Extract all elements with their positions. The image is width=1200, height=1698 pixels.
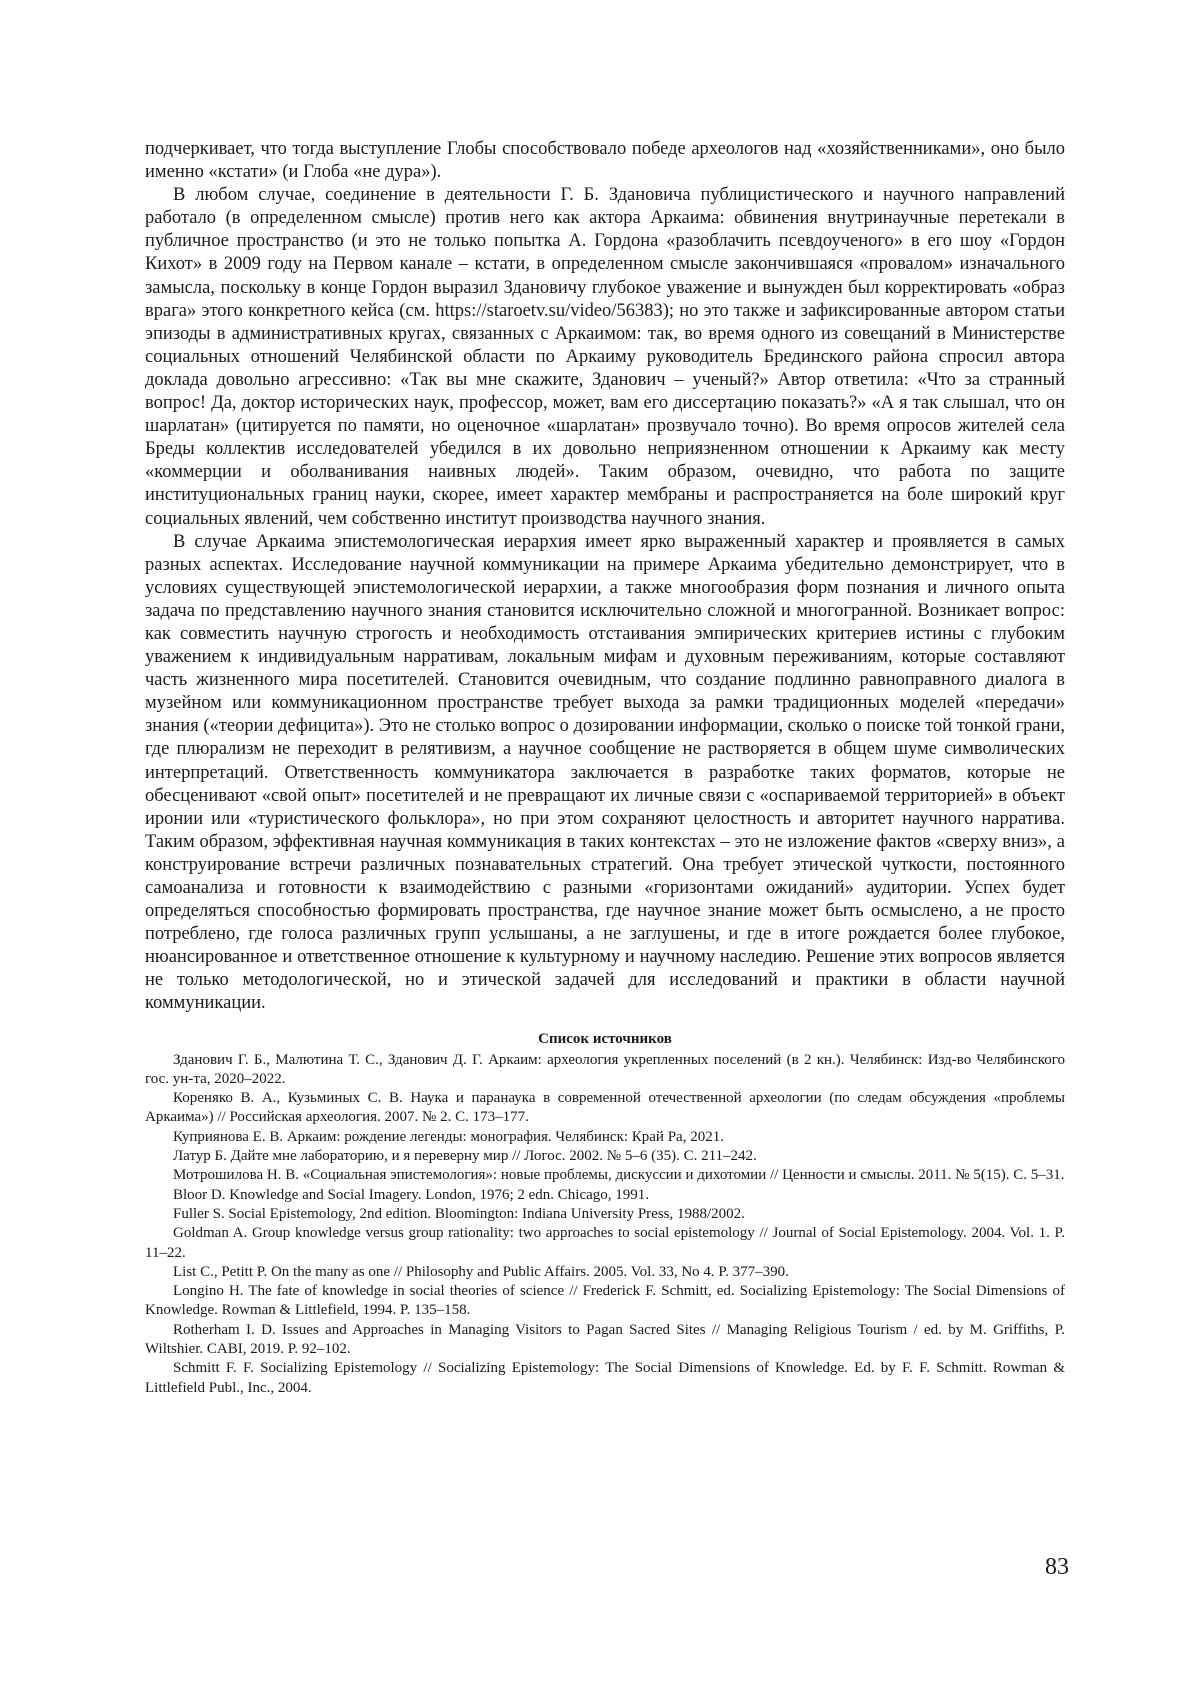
body-text — [145, 138, 1065, 1016]
reference-item: Schmitt F. F. Socializing Epistemology // Socializing Epistemology: The Social Dimensions of Knowledge. Ed. by F. F. Schmitt. Rowman & Littlefield Publ., Inc., 2004. — [145, 1360, 1065, 1396]
paragraph: В случае Аркаима эпистемологическая иерархия имеет ярко выраженный характер и проявляется в самых разных аспектах. Исследование научной коммуникации на примере Аркаима убедительно демонстрирует, что в условиях существующей эпистемологической иерархии, а также многообразия форм познания и личного опыта задача по представлению научного знания становится исключительно сложной и многогранной. Возникает вопрос: как совместить научную строгость и необходимость отстаивания эмпирических критериев истины с глубоким уважением к индивидуальным нарративам, локальным мифам и духовным переживаниям, которые составляют часть жизненного мира посетителей. Становится очевидным, что создание подлинно равноправного диалога в музейном или коммуникационном пространстве требует выхода за рамки традиционных моделей «передачи» знания («теории дефицита»). Это не столько вопрос о дозировании информации, сколько о поиске той тонкой грани, где плюрализм не переходит в релятивизм, а научное сообщение не растворяется в общем шуме символических интерпретаций. Ответственность коммуникатора заключается в разработке таких форматов, которые не обесценивают «свой опыт» посетителей и не превращают их личные связи с «оспариваемой территорией» в объект иронии или «туристического фольклора», но при этом сохраняют целостность и авторитет научного нарратива. Таким образом, эффективная научная коммуникация в таких контекстах – это не изложение фактов «сверху вниз», а конструирование встречи различных познавательных стратегий. Она требует этической чуткости, постоянного самоанализа и готовности к взаимодействию с разными «горизонтами ожиданий» аудитории. Успех будет определяться способностью формировать пространства, где научное знание может быть осмыслено, а не просто потреблено, где голоса различных групп услышаны, а не заглушены, и где в итоге рождается более глубокое, нюансированное и ответственное отношение к культурному и научному наследию. Решение этих вопросов является не только методологической, но и этической задачей для исследований и практики в области научной коммуникации. — [145, 531, 1065, 1014]
references-title: Список источников — [538, 1030, 672, 1047]
reference-item: Латур Б. Дайте мне лабораторию, и я переверну мир // Логос. 2002. № 5–6 (35). С. 211–242. — [173, 1148, 757, 1165]
references-list — [145, 1051, 1065, 1398]
reference-item: Куприянова Е. В. Аркаим: рождение легенды: монография. Челябинск: Край Ра, 2021. — [173, 1128, 724, 1145]
reference-item: Зданович Г. Б., Малютина Т. С., Зданович Д. Г. Аркаим: археология укрепленных поселений (в 2 кн.). Челябинск: Изд-во Челябинского гос. ун-та, 2020–2022. — [145, 1051, 1065, 1087]
paragraph: подчеркивает, что тогда выступление Глобы способствовало победе археологов над «хозяйственниками», оно было именно «кстати» (и Глоба «не дура»). — [145, 139, 1065, 183]
reference-item: Longino H. The fate of knowledge in social theories of science // Frederick F. Schmitt, ed. Socializing Epistemology: The Social Dimensions of Knowledge. Rowman & Littlefield, 1994. P. 135–158. — [145, 1283, 1065, 1319]
page-number: 83 — [1045, 1554, 1069, 1580]
reference-item: Кореняко В. А., Кузьминых С. В. Наука и паранаука в современной отечественной археологии (по следам обсуждения «проблемы Аркаима») // Российская археология. 2007. № 2. С. 173–177. — [145, 1090, 1065, 1126]
reference-item: Bloor D. Knowledge and Social Imagery. London, 1976; 2 edn. Chicago, 1991. — [173, 1186, 650, 1203]
reference-item: List C., Petitt P. On the many as one // Philosophy and Public Affairs. 2005. Vol. 33, No 4. P. 377–390. — [173, 1263, 789, 1280]
reference-item: Rotherham I. D. Issues and Approaches in Managing Visitors to Pagan Sacred Sites // Managing Religious Tourism / ed. by M. Griffiths, P. Wiltshier. CABI, 2019. P. 92–102. — [145, 1321, 1065, 1358]
page-content — [145, 138, 1065, 1398]
paragraph: В любом случае, соединение в деятельности Г. Б. Здановича публицистического и научного направлений работало (в определенном смысле) против него как актора Аркаима: обвинения внутринаучные перетекали в публичное пространство (и это не только попытка А. Гордона «разоблачить псевдоученого» в его шоу «Гордон Кихот» в 2009 году на Первом канале – кстати, в определенном смысле закончившаяся «провалом» изначального замысла, поскольку в конце Гордон выразил Здановичу глубокое уважение и вынужден был корректировать «образ врага» этого конкретного кейса (см. https://staroetv.su/video/56383); но это также и зафиксированные автором статьи эпизоды в административных кругах, связанных с Аркаимом: так, во время одного из совещаний в Министерстве социальных отношений Челябинской области по Аркаиму руководитель Брединского района спросил автора доклада довольно агрессивно: «Так вы мне скажите, Зданович – ученый?» Автор ответила: «Что за странный вопрос! Да, доктор исторических наук, профессор, может, вам его диссертацию показать?» «А я так слышал, что он шарлатан» (цитируется по памяти, но оценочное «шарлатан» прозвучало точно). Во время опросов жителей села Бреды коллектив исследователей убедился в их довольно неприязненном отношении к Аркаиму как месту «коммерции и оболванивания наивных людей». Таким образом, очевидно, что работа по защите институциональных границ науки, скорее, имеет характер мембраны и распространяется на боле широкий круг социальных явлений, чем собственно институт производства научного знания. — [145, 185, 1065, 529]
reference-item: Fuller S. Social Epistemology, 2nd edition. Bloomington: Indiana University Press, 1988/2002. — [173, 1205, 745, 1222]
reference-item: Goldman A. Group knowledge versus group rationality: two approaches to social epistemology // Journal of Social Epistemology. 2004. Vol. 1. P. 11–22. — [145, 1225, 1065, 1261]
reference-item: Мотрошилова Н. В. «Социальная эпистемология»: новые проблемы, дискуссии и дихотомии // Ценности и смыслы. 2011. № 5(15). С. 5–31. — [173, 1167, 1065, 1184]
